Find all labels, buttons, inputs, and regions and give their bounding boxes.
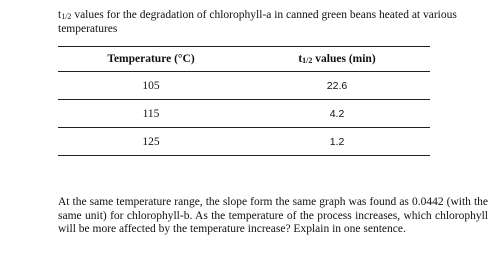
- table-bottom-rule: [58, 155, 430, 156]
- table-header-row: [58, 47, 430, 71]
- cell-temperature: 105: [142, 79, 160, 92]
- caption-subscript: 1/2: [61, 12, 72, 21]
- header-half-life: t1/2 values (min): [298, 53, 376, 65]
- header-temperature: Temperature (°C): [107, 53, 195, 65]
- question-text: At the same temperature range, the slope form the same graph was found as 0.0442 (with the same unit) for chlorophyll-b. As the temperature of the process increases, which chlorophyll will be more affected by the temperature increase? Explain in one sentence.: [58, 196, 488, 236]
- cell-temperature: 115: [142, 107, 160, 120]
- table-row: [58, 72, 430, 99]
- table-row: [58, 100, 430, 127]
- cell-half-life: 22.6: [326, 79, 348, 92]
- cell-half-life: 4.2: [329, 107, 345, 120]
- data-table: [58, 46, 430, 156]
- cell-temperature: 125: [142, 135, 160, 148]
- table-row: [58, 128, 430, 155]
- cell-half-life: 1.2: [329, 135, 345, 148]
- table-caption: t1/2 values for the degradation of chlorophyll-a in canned green beans heated at various temperatures: [58, 9, 457, 35]
